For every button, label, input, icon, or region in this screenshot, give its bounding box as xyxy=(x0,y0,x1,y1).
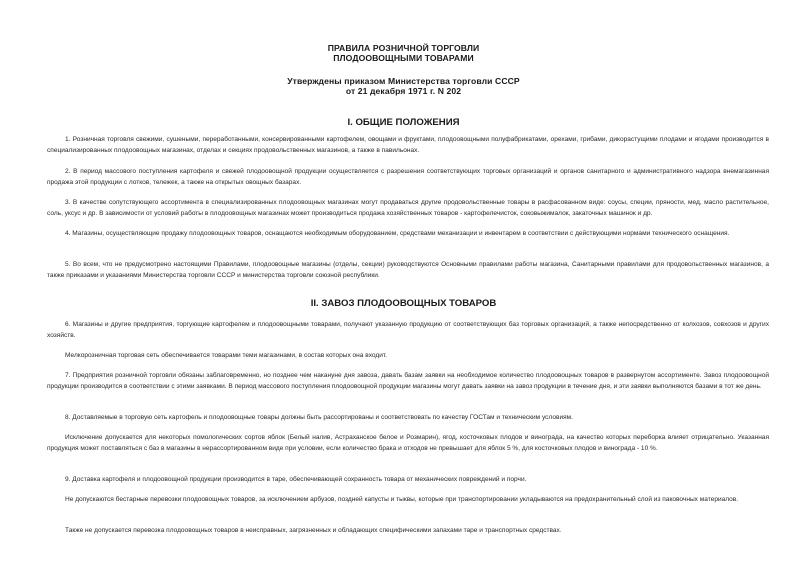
approval-line-1: Утверждены приказом Министерства торговли СССР xyxy=(287,76,520,86)
section-heading-delivery: II. ЗАВОЗ ПЛОДООВОЩНЫХ ТОВАРОВ xyxy=(310,298,497,309)
paragraph-9-vehicles: Также не допускается перевозка плодоовощных товаров в неисправных, загрязненных и обладающих специфическими запахами таре и транспортных средствах. xyxy=(65,527,562,534)
paragraph-5: 5. Во всем, что не предусмотрено настоящими Правилами, плодоовощные магазины (отделы, секции) руководствуются Основными правилами работы магазина, Санитарными правилами для продовольственных магазинов, а также приказами и указаниями Министерства торговли СССР и министерства торговли союзной республики. xyxy=(47,261,769,279)
paragraph-6-continued: Мелкорозничная торговая сеть обеспечивается товарами теми магазинами, в состав которых она входит. xyxy=(65,352,387,359)
paragraph-2: 2. В период массового поступления картофеля и свежей плодоовощной продукции осуществляется с разрешения соответствующих торговых организаций и органов санитарного и административного надзора внемагазинная продажа этой продукции с лотков, тележек, а также на открытых овощных базарах. xyxy=(47,168,769,186)
paragraph-8: 8. Доставляемые в торговую сеть картофель и плодоовощные товары должны быть рассортированы и соответствовать по качеству ГОСТам и техническим условиям. xyxy=(65,414,573,421)
paragraph-1: 1. Розничная торговля свежими, сушеными, переработанными, консервированными картофелем, овощами и фруктами, плодоовощными полуфабрикатами, орехами, грибами, дикорастущими плодами и ягодами производится в специализированных плодоовощных магазинах, отделах и секциях продовольственных магазинов, а также в павильонах. xyxy=(47,136,769,154)
paragraph-3: 3. В качестве сопутствующего ассортимента в специализированных плодоовощных магазинах могут продаваться другие продовольственные товары в расфасованном виде: соусы, специи, пряности, мед, масло растительное, соль, уксус и др. В зависимости от условий работы в плодоовощных магазинах может производиться продажа хозяйственных товаров - картофелечисток, соковыжималок, закаточных машинок и др. xyxy=(47,199,769,217)
section-heading-general: I. ОБЩИЕ ПОЛОЖЕНИЯ xyxy=(347,117,460,128)
paragraph-8-exception: Исключение допускается для некоторых помологических сортов яблок (Белый налив, Астраханское белое и Розмарин), ягод, косточковых плодов и винограда, на качество которых переборка влияет отрицательно. Указанная продукция может поставляться с баз в магазины в нерассортированном виде при условии, если количество брака и отходов не превышает для яблок 5 %, для косточковых плодов и винограда - 10 %. xyxy=(47,434,769,452)
paragraph-4: 4. Магазины, осуществляющие продажу плодоовощных товаров, оснащаются необходимым оборудованием, средствами механизации и инвентарем в соответствии с действующими нормами технического оснащения. xyxy=(65,230,730,237)
paragraph-6: 6. Магазины и другие предприятия, торгующие картофелем и плодоовощными товарами, получают указанную продукцию от соответствующих баз торговых организаций, а также непосредственно от колхозов, совхозов и других хозяйств. xyxy=(47,321,769,339)
paragraph-9: 9. Доставка картофеля и плодоовощной продукции производится в таре, обеспечивающей сохранность товара от механических повреждений и порчи. xyxy=(65,476,527,483)
paragraph-9-bulk: Не допускаются бестарные перевозки плодоовощных товаров, за исключением арбузов, поздней капусты и тыквы, которые при транспортировании укладываются на предохранительный слой из паковочных материалов. xyxy=(65,496,739,503)
document-title-line-1: ПРАВИЛА РОЗНИЧНОЙ ТОРГОВЛИ xyxy=(327,43,480,53)
document-title-line-2: ПЛОДООВОЩНЫМИ ТОВАРАМИ xyxy=(333,53,474,63)
approval-line-2: от 21 декабря 1971 г. N 202 xyxy=(345,86,462,96)
paragraph-7: 7. Предприятия розничной торговли обязаны заблаговременно, но позднее чем накануне дня завоза, давать базам заявки на необходимое количество плодоовощных товаров в развернутом ассортименте. Завоз плодоовощной продукции производится в соответствии с этими заявками. В период массового поступления плодоовощной продукции магазины могут давать заявки на завоз продукции в течение дня, и эти заявки выполняются базами в тот же день. xyxy=(47,372,769,390)
